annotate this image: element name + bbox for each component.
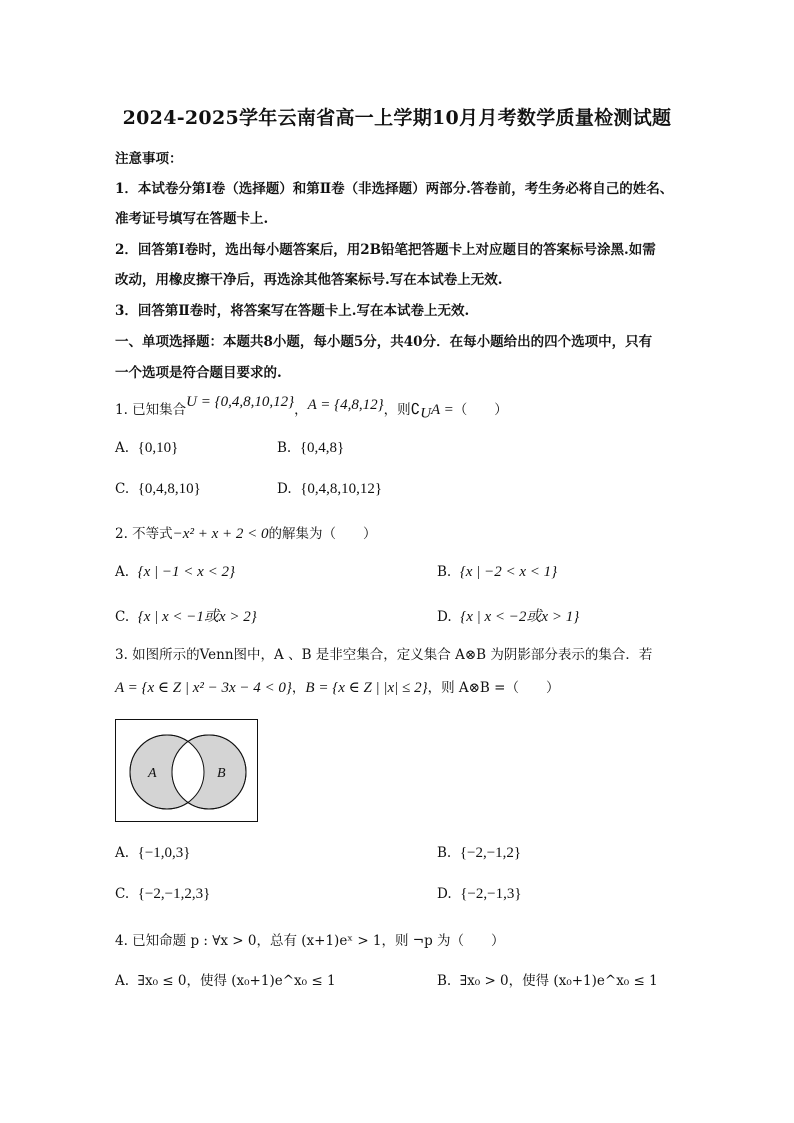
q3-ask: ，则 A⊗B =（ ） [427,680,560,696]
section-heading-b: 一个选项是符合题目要求的. [115,365,282,381]
q1-option-d-value: {0,4,8,10,12} [300,481,383,497]
q3-set-b-def: B = {x ∈ Z | |x| ≤ 2} [305,680,428,696]
q4-option-b[interactable] [437,969,658,989]
q4-option-b-value: ∃x₀ > 0，使得 (x₀+1)e^x₀ ≤ 1 [459,973,658,989]
q2-post: 的解集为（ ） [268,526,377,542]
q2-option-a[interactable] [115,564,235,581]
q3-option-a-label: A. [115,845,130,861]
question-1 [115,394,508,423]
q1-option-a-value: {0,10} [137,440,179,456]
q2-option-a-value: {x | −1 < x < 2} [137,564,235,580]
q1-option-d[interactable] [277,481,382,498]
q3-option-b-value: {−2,−1,2} [459,845,522,861]
q3-option-d-label: D. [437,886,452,902]
q2-option-d[interactable] [437,605,579,626]
q3-option-a-value: {−1,0,3} [137,845,191,861]
q4-option-a-label: A. [115,973,130,989]
note-1a: 1．本试卷分第Ⅰ卷（选择题）和第Ⅱ卷（非选择题）两部分.答卷前，考生务必将自己的姓名、 [115,181,674,197]
q4-option-b-label: B. [437,973,452,989]
q2-option-c-value: {x | x < −1或x > 2} [137,609,257,625]
q1-option-b-label: B. [277,440,292,456]
q3-option-b-label: B. [437,845,452,861]
note-2b: 改动，用橡皮擦干净后，再选涂其他答案标号.写在本试卷上无效. [115,272,503,288]
q1-option-c[interactable] [115,481,201,498]
q2-inequality: −x² + x + 2 < 0 [172,526,269,542]
q1-sep: ， [294,402,308,418]
q2-option-b-label: B. [437,564,452,580]
q1-option-b[interactable] [277,440,344,457]
q2-prefix: 2. 不等式 [115,526,173,542]
q1-complement: ∁ [410,402,421,418]
q1-post: ，则 [383,402,411,418]
notice-title: 注意事项： [115,151,183,167]
q2-option-d-label: D. [437,609,452,625]
q1-ca: A = [431,402,454,418]
q1-prefix: 1. 已知集合 [115,402,187,418]
q1-complement-sub: U [420,405,432,422]
q1-set-u: U = {0,4,8,10,12} [186,394,295,410]
q3-option-d-value: {−2,−1,3} [460,886,522,902]
question-4: 4. 已知命题 p : ∀x > 0，总有 (x+1)eˣ > 1，则 ¬p 为（ ） [115,933,505,949]
section-heading-a: 一、单项选择题：本题共8小题，每小题5分，共40分．在每小题给出的四个选项中，只有 [115,334,653,350]
q1-paren: （ ） [453,402,508,418]
q3-option-c-label: C. [115,886,130,902]
note-1b: 准考证号填写在答题卡上. [115,211,269,227]
q2-option-b-value: {x | −2 < x < 1} [459,564,558,580]
q2-option-b[interactable] [437,564,557,581]
q2-option-a-label: A. [115,564,130,580]
q3-option-c[interactable] [115,886,210,903]
question-3-sets [115,676,559,697]
page-title: 2024-2025学年云南省高一上学期10月月考数学质量检测试题 [122,107,672,129]
q1-option-a[interactable] [115,440,178,457]
q4-option-a-value: ∃x₀ ≤ 0，使得 (x₀+1)e^x₀ ≤ 1 [137,973,336,989]
q2-option-c-label: C. [115,609,130,625]
note-2a: 2．回答第Ⅰ卷时，选出每小题答案后，用2B铅笔把答题卡上对应题目的答案标号涂黑.如需 [115,242,656,258]
q1-set-a: A = {4,8,12} [307,397,384,413]
q1-option-c-label: C. [115,481,130,497]
q2-option-d-value: {x | x < −2或x > 1} [460,609,580,625]
q4-option-a[interactable] [115,969,336,989]
q3-option-c-value: {−2,−1,2,3} [137,886,211,902]
q3-option-a[interactable] [115,845,191,862]
note-3: 3．回答第Ⅱ卷时，将答案写在答题卡上.写在本试卷上无效. [115,303,470,319]
venn-diagram [115,719,261,823]
venn-label-a: A [148,766,157,781]
question-3: 3. 如图所示的Venn图中，A 、B 是非空集合，定义集合 A⊗B 为阴影部分表示的集合．若 [115,647,653,663]
q1-option-b-value: {0,4,8} [299,440,345,456]
q2-option-c[interactable] [115,605,257,626]
q3-option-b[interactable] [437,845,521,862]
q3-set-a-def: A = {x ∈ Z | x² − 3x − 4 < 0} [115,680,292,696]
q1-option-a-label: A. [115,440,130,456]
q1-option-c-value: {0,4,8,10} [137,481,201,497]
q1-option-d-label: D. [277,481,292,497]
q3-option-d[interactable] [437,886,522,903]
venn-label-b: B [217,766,226,781]
q3-sep: ， [291,680,306,696]
question-2 [115,522,376,543]
